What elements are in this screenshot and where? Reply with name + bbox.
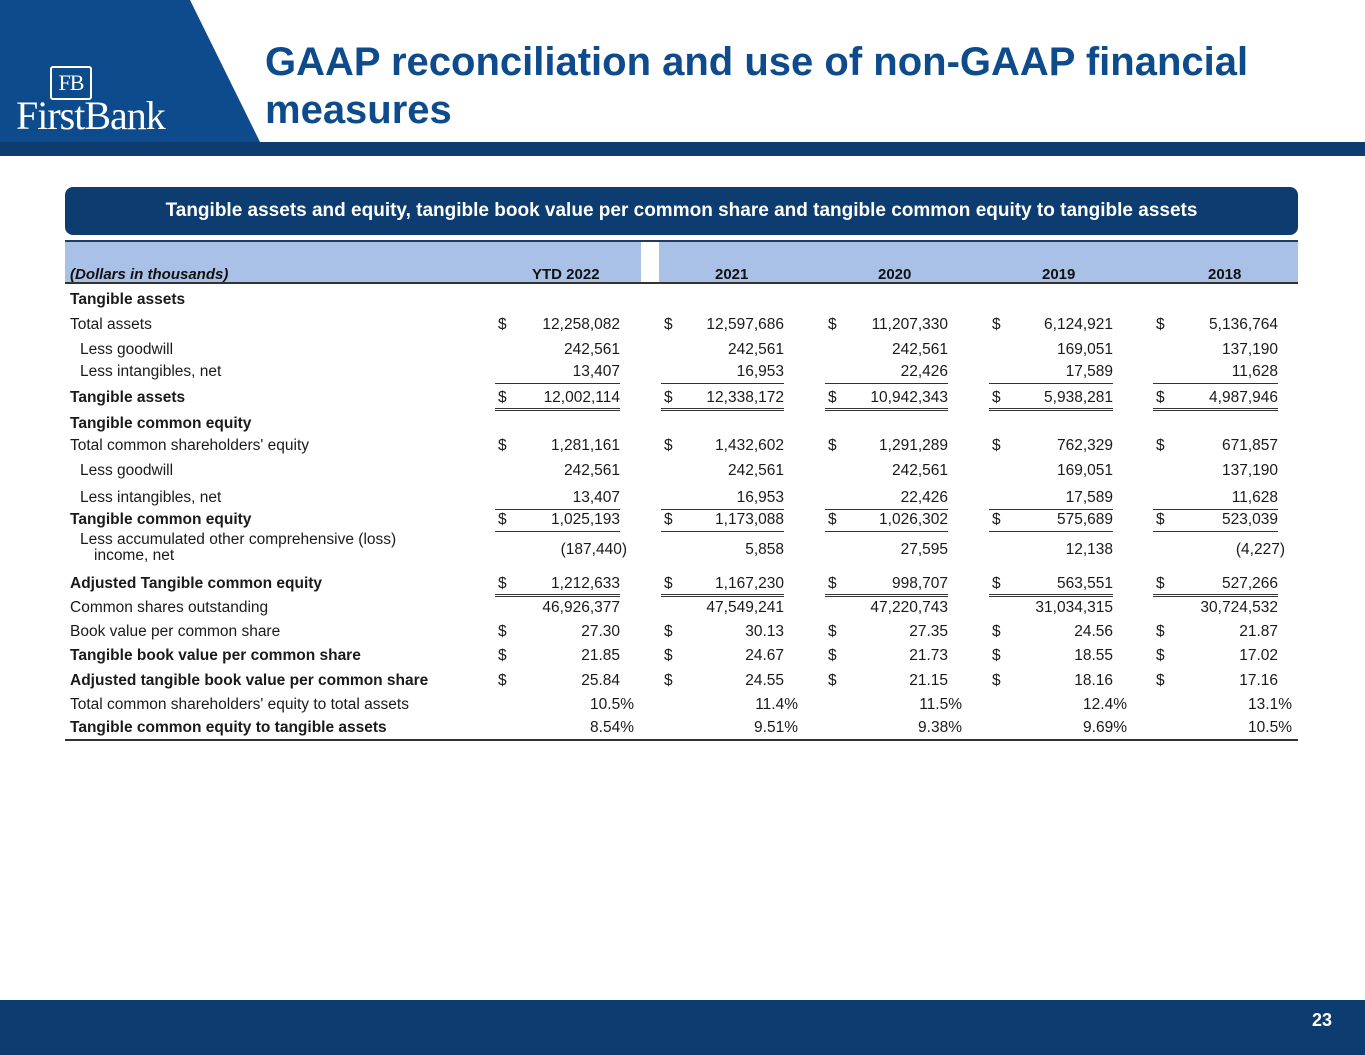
row-label: Tangible common equity to tangible assets [70, 719, 387, 736]
cell-value: 242,561 [563, 341, 620, 358]
table-banner: Tangible assets and equity, tangible book value per common share and tangible common equity to tangible assets [65, 187, 1298, 235]
table-cell [661, 541, 784, 559]
table-cell [1153, 696, 1292, 714]
table-cell [989, 415, 1113, 433]
table-cell [661, 623, 784, 641]
dollar-sign: $ [498, 437, 507, 454]
table-cell [825, 415, 948, 433]
table-header [65, 240, 1298, 284]
row-label: Less accumulated other comprehensive (loss) income, net [80, 531, 397, 564]
cell-value: 25.84 [581, 672, 620, 689]
dollar-sign: $ [1156, 647, 1165, 664]
table-cell [825, 437, 948, 455]
cell-value: 27,595 [900, 541, 948, 558]
row-label: Less intangibles, net [80, 363, 222, 380]
table-cell [1153, 389, 1278, 411]
cell-value: 1,212,633 [551, 575, 620, 592]
header-2021: 2021 [715, 266, 749, 283]
cell-value: 21.15 [909, 672, 948, 689]
table-cell [989, 696, 1127, 714]
table-cell [825, 316, 948, 334]
cell-value: 242,561 [563, 462, 620, 479]
cell-value: 137,190 [1221, 462, 1278, 479]
dollar-sign: $ [1156, 672, 1165, 689]
row-label: Tangible assets [70, 291, 186, 308]
table-cell [1153, 291, 1278, 309]
table-cell [661, 316, 784, 334]
cell-value: 527,266 [1221, 575, 1278, 592]
table-cell [989, 316, 1113, 334]
cell-value: 11.5% [919, 696, 962, 713]
cell-value: 4,987,946 [1209, 389, 1278, 406]
table-cell [989, 511, 1113, 532]
table-cell [989, 672, 1113, 690]
cell-value: 762,329 [1056, 437, 1113, 454]
cell-value: 5,136,764 [1209, 316, 1278, 333]
cell-value: 242,561 [891, 341, 948, 358]
dollar-sign: $ [664, 437, 673, 454]
dollar-sign: $ [828, 575, 837, 592]
table-cell [825, 599, 948, 617]
table-cell [661, 389, 784, 411]
dollar-sign: $ [664, 623, 673, 640]
table-cell [1153, 575, 1278, 597]
cell-value: (187,440) [560, 541, 627, 558]
dollar-sign: $ [1156, 511, 1165, 528]
cell-value: 17,589 [1065, 489, 1113, 506]
cell-value: 671,857 [1221, 437, 1278, 454]
table-cell [661, 647, 784, 665]
table-cell [495, 541, 627, 559]
table-cell [495, 719, 634, 737]
header-ytd-2022: YTD 2022 [532, 266, 600, 283]
cell-value: 18.16 [1074, 672, 1113, 689]
row-label: Total common shareholders' equity to total assets [70, 696, 409, 713]
table-cell [661, 341, 784, 359]
dollar-sign: $ [664, 575, 673, 592]
cell-value: 1,173,088 [715, 511, 784, 528]
table-cell [825, 462, 948, 480]
footer-bar [0, 1000, 1365, 1055]
cell-value: 31,034,315 [1035, 599, 1113, 616]
cell-value: 24.55 [745, 672, 784, 689]
row-label: Less intangibles, net [80, 489, 222, 506]
table-cell [495, 437, 620, 455]
dollar-sign: $ [828, 623, 837, 640]
cell-value: 27.30 [581, 623, 620, 640]
cell-value: 11,628 [1231, 363, 1278, 380]
table-cell [989, 363, 1113, 384]
cell-value: 24.56 [1074, 623, 1113, 640]
cell-value: 998,707 [891, 575, 948, 592]
cell-value: 22,426 [900, 363, 948, 380]
row-label: Less goodwill [80, 462, 174, 479]
cell-value: 8.54% [590, 719, 634, 736]
table-cell [661, 489, 784, 510]
table-cell [661, 696, 798, 714]
table-cell [825, 541, 948, 559]
table-cell [1153, 647, 1278, 665]
cell-value: 563,551 [1056, 575, 1113, 592]
row-label: Less goodwill [80, 341, 174, 358]
dollar-sign: $ [992, 437, 1001, 454]
dollar-sign: $ [498, 511, 507, 528]
table-cell [989, 647, 1113, 665]
dollar-sign: $ [992, 672, 1001, 689]
cell-value: 242,561 [727, 341, 784, 358]
cell-value: 242,561 [727, 462, 784, 479]
dollar-sign: $ [498, 389, 507, 406]
header-rule [0, 142, 1365, 156]
cell-value: 16,953 [736, 489, 784, 506]
table-cell [661, 575, 784, 597]
table-cell [661, 599, 784, 617]
cell-value: 12,338,172 [706, 389, 784, 406]
table-cell [495, 623, 620, 641]
cell-value: 242,561 [891, 462, 948, 479]
table-cell [1153, 462, 1278, 480]
table-cell [825, 389, 948, 411]
header-2019: 2019 [1042, 266, 1076, 283]
row-label: Total common shareholders' equity [70, 437, 310, 454]
cell-value: 17.16 [1239, 672, 1278, 689]
dollar-sign: $ [828, 647, 837, 664]
table-cell [1153, 623, 1278, 641]
table-cell [825, 341, 948, 359]
dollar-sign: $ [828, 316, 837, 333]
table-cell [1153, 511, 1278, 532]
cell-value: 13,407 [572, 489, 620, 506]
page-number: 23 [1311, 1010, 1332, 1030]
dollar-sign: $ [992, 316, 1001, 333]
table-cell [661, 363, 784, 384]
row-label: Common shares outstanding [70, 599, 269, 616]
header-2018: 2018 [1208, 266, 1242, 283]
cell-value: 24.67 [745, 647, 784, 664]
table-cell [989, 489, 1113, 510]
table-cell [825, 575, 948, 597]
cell-value: 17.02 [1239, 647, 1278, 664]
dollar-sign: $ [992, 511, 1001, 528]
dollar-sign: $ [992, 647, 1001, 664]
table-cell [661, 462, 784, 480]
table-cell [1153, 341, 1278, 359]
dollar-sign: $ [828, 389, 837, 406]
cell-value: 5,938,281 [1044, 389, 1113, 406]
dollar-sign: $ [992, 575, 1001, 592]
dollar-sign: $ [828, 437, 837, 454]
cell-value: 1,291,289 [879, 437, 948, 454]
row-label: Total assets [70, 316, 152, 333]
cell-value: 1,432,602 [715, 437, 784, 454]
table-cell [825, 489, 948, 510]
table-cell [495, 291, 620, 309]
table-cell [989, 719, 1127, 737]
table-cell [989, 623, 1113, 641]
cell-value: 46,926,377 [542, 599, 620, 616]
row-label: Adjusted Tangible common equity [70, 575, 323, 592]
table-cell [825, 647, 948, 665]
cell-value: 21.87 [1239, 623, 1278, 640]
table-cell [661, 511, 784, 532]
cell-value: 17,589 [1065, 363, 1113, 380]
firstbank-logo-text: FirstBank [16, 93, 165, 138]
dollar-sign: $ [498, 316, 507, 333]
dollar-sign: $ [1156, 316, 1165, 333]
cell-value: 10.5% [1248, 719, 1292, 736]
row-label: Tangible common equity [70, 415, 252, 432]
table-bottom-rule [65, 739, 1298, 741]
cell-value: 575,689 [1056, 511, 1113, 528]
table-cell [495, 341, 620, 359]
cell-value: 18.55 [1074, 647, 1113, 664]
dollar-sign: $ [828, 511, 837, 528]
table-cell [1153, 489, 1278, 510]
dollar-sign: $ [664, 389, 673, 406]
cell-value: 16,953 [736, 363, 784, 380]
cell-value: 12.4% [1083, 696, 1127, 713]
cell-value: 22,426 [900, 489, 948, 506]
cell-value: (4,227) [1235, 541, 1285, 558]
cell-value: 21.85 [581, 647, 620, 664]
cell-value: 13.1% [1248, 696, 1292, 713]
cell-value: 10,942,343 [870, 389, 948, 406]
table-cell [1153, 415, 1278, 433]
table-cell [989, 575, 1113, 597]
table-cell [989, 341, 1113, 359]
cell-value: 11,207,330 [871, 316, 948, 333]
table-cell [495, 599, 620, 617]
dollar-sign: $ [1156, 389, 1165, 406]
table-cell [989, 541, 1113, 559]
dollar-sign: $ [664, 511, 673, 528]
table-cell [495, 316, 620, 334]
row-label: Book value per common share [70, 623, 281, 640]
table-cell [661, 437, 784, 455]
table-cell [495, 415, 620, 433]
table-cell [495, 489, 620, 510]
dollar-sign: $ [498, 647, 507, 664]
firstbank-logo-mark: FB [50, 66, 92, 100]
table-cell [1153, 316, 1278, 334]
table-cell [661, 291, 784, 309]
cell-value: 10.5% [590, 696, 634, 713]
cell-value: 12,597,686 [706, 316, 784, 333]
dollar-sign: $ [498, 672, 507, 689]
cell-value: 1,281,161 [551, 437, 620, 454]
table-cell [825, 719, 962, 737]
table-cell [661, 672, 784, 690]
cell-value: 47,549,241 [706, 599, 784, 616]
header-2020: 2020 [878, 266, 912, 283]
dollar-sign: $ [498, 575, 507, 592]
table-cell [825, 696, 962, 714]
cell-value: 1,025,193 [551, 511, 620, 528]
cell-value: 523,039 [1221, 511, 1278, 528]
table-cell [825, 672, 948, 690]
dollar-sign: $ [664, 647, 673, 664]
table-cell [1153, 541, 1285, 559]
table-cell [495, 672, 620, 690]
table-cell [989, 599, 1113, 617]
table-cell [495, 511, 620, 532]
table-cell [1153, 599, 1278, 617]
cell-value: 169,051 [1056, 341, 1113, 358]
table-cell [989, 291, 1113, 309]
table-cell [495, 363, 620, 384]
cell-value: 12,002,114 [543, 389, 620, 406]
cell-value: 27.35 [909, 623, 948, 640]
dollar-sign: $ [1156, 437, 1165, 454]
table-cell [661, 719, 798, 737]
cell-value: 30,724,532 [1200, 599, 1278, 616]
dollar-sign: $ [1156, 575, 1165, 592]
table-cell [989, 462, 1113, 480]
cell-value: 12,138 [1065, 541, 1113, 558]
row-label: Tangible assets [70, 389, 186, 406]
cell-value: 11.4% [755, 696, 798, 713]
dollar-sign: $ [664, 316, 673, 333]
table-cell [1153, 363, 1278, 384]
table-cell [495, 647, 620, 665]
page-title: GAAP reconciliation and use of non-GAAP financial measures [265, 40, 1249, 132]
cell-value: 1,167,230 [715, 575, 784, 592]
table-cell [495, 462, 620, 480]
dollar-sign: $ [498, 623, 507, 640]
table-cell [825, 511, 948, 532]
cell-value: 11,628 [1231, 489, 1278, 506]
row-label: Tangible book value per common share [70, 647, 361, 664]
cell-value: 6,124,921 [1044, 316, 1113, 333]
dollar-sign: $ [992, 623, 1001, 640]
table-cell [1153, 672, 1278, 690]
cell-value: 9.51% [754, 719, 798, 736]
table-cell [495, 696, 634, 714]
cell-value: 9.38% [918, 719, 962, 736]
table-cell [495, 389, 620, 411]
cell-value: 47,220,743 [870, 599, 948, 616]
cell-value: 9.69% [1083, 719, 1127, 736]
cell-value: 137,190 [1221, 341, 1278, 358]
table-cell [989, 437, 1113, 455]
table-cell [1153, 437, 1278, 455]
dollar-sign: $ [992, 389, 1001, 406]
cell-value: 30.13 [745, 623, 784, 640]
header-units: (Dollars in thousands) [70, 266, 229, 283]
cell-value: 21.73 [909, 647, 948, 664]
row-label: Adjusted tangible book value per common share [70, 672, 429, 689]
dollar-sign: $ [828, 672, 837, 689]
table-cell [989, 389, 1113, 411]
cell-value: 169,051 [1056, 462, 1113, 479]
cell-value: 12,258,082 [542, 316, 620, 333]
table-cell [495, 575, 620, 597]
table-cell [825, 623, 948, 641]
row-label: Tangible common equity [70, 511, 252, 528]
cell-value: 5,858 [745, 541, 784, 558]
table-cell [1153, 719, 1292, 737]
reconciliation-table [65, 240, 1298, 736]
dollar-sign: $ [664, 672, 673, 689]
table-cell [825, 363, 948, 384]
table-cell [825, 291, 948, 309]
cell-value: 1,026,302 [879, 511, 948, 528]
table-cell [661, 415, 784, 433]
cell-value: 13,407 [572, 363, 620, 380]
dollar-sign: $ [1156, 623, 1165, 640]
